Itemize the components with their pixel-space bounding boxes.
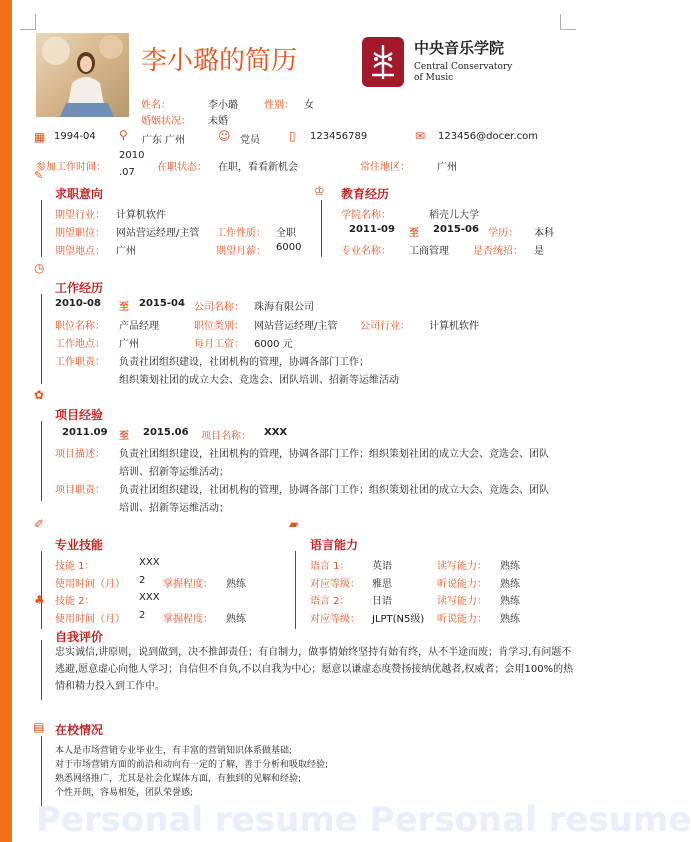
gender-label: 性别： [264,100,294,111]
edu-end: 2015-06 [433,224,479,235]
speech-bubble-icon: ▰ [289,517,299,531]
rw2-label: 读写能力： [437,596,487,607]
project-to: 至 [119,431,129,442]
intent-place-label: 期望地点： [55,246,105,257]
lang2-value: 日语 [372,596,392,607]
work-salary-value: 6000 元 [254,339,293,350]
project-duty-line-1: 负责社团组织建设，社团机构的管理，协调各部门工作；组织策划社团的成立大会、竞选会、团队 [119,485,549,496]
grade2-value: JLPT(N5级) [372,614,425,625]
work-start-value-2: .07 [119,167,135,178]
rw2-value: 熟练 [500,596,520,607]
project-end: 2015.06 [143,427,189,438]
edu-start: 2011-09 [349,224,395,235]
campus-line-3: 熟悉网络推广，尤其是社会化媒体方面，有独到的见解和经验; [55,774,302,784]
intent-divider [41,200,42,257]
grade1-value: 雅思 [372,579,392,590]
page-title: 李小璐的简历 [141,46,298,76]
company-industry-label: 公司行业： [360,321,410,332]
crop-mark-top-left [20,14,36,30]
ls1-value: 熟练 [500,579,520,590]
status-value: 在职，看看新机会 [218,162,298,173]
campus-line-1: 本人是市场营销专业毕业生，有丰富的营销知识体系做基础; [55,746,293,756]
rw1-label: 读写能力： [437,561,487,572]
logo-text-en-2: of Music [414,73,454,83]
level2-value: 熟练 [226,614,246,625]
school-label: 学院名称： [341,210,391,221]
skills-title: 专业技能 [55,538,104,552]
time2-value: 2 [139,610,146,621]
user-icon: ☺ [218,129,231,143]
level1-label: 掌握程度： [163,579,213,590]
school-value: 稻壳儿大学 [429,210,479,221]
skill2-label: 技能 2： [55,596,95,607]
intent-salary-label: 期望月薪： [216,246,266,257]
intent-salary-value: 6000 [276,242,302,253]
work-divider [41,294,42,384]
residence-value: 广州 [437,162,457,173]
intent-industry-label: 期望行业： [55,210,105,221]
level1-value: 熟练 [226,579,246,590]
phone-icon: ▯ [289,129,296,143]
project-divider [41,421,42,501]
location-value: 广东 广州 [142,135,186,146]
self-eval-divider [41,640,42,700]
intent-nature-label: 工作性质： [216,228,266,239]
lang1-label: 语言 1： [310,561,350,572]
education-divider [321,200,322,257]
intent-industry-value: 计算机软件 [116,210,166,221]
work-start: 2010-08 [55,298,101,309]
rw1-value: 熟练 [500,561,520,572]
work-end: 2015-04 [139,298,185,309]
grade2-label: 对应等级： [310,614,360,625]
company-industry-value: 计算机软件 [429,321,479,332]
pen-icon: ✐ [34,517,45,531]
work-duty-label: 工作职责： [55,357,105,368]
major-value: 工商管理 [409,246,449,257]
languages-divider [295,551,296,629]
logo-text-cn: 中央音乐学院 [414,39,505,57]
project-start: 2011.09 [62,427,108,438]
phone-value: 123456789 [310,131,368,142]
unified-label: 是否统招： [473,246,523,257]
project-name-value: XXX [264,427,288,438]
skill1-label: 技能 1： [55,561,95,572]
project-desc-line-2: 培训、招新等运维活动； [119,467,229,478]
gears-icon: ✿ [34,388,45,402]
major-label: 专业名称： [341,246,391,257]
intent-position-value: 网站营运经理/主管 [116,228,200,239]
location-pin-icon: ⚲ [119,128,128,142]
email-value[interactable]: 123456@docer.com [438,131,539,142]
work-start-value-1: 2010 [119,150,145,161]
time2-label: 使用时间（月） [55,614,125,625]
status-label: 在职状态： [157,162,207,173]
unified-value: 是 [534,246,544,257]
left-accent-bar [0,0,12,842]
name-value: 李小璐 [208,100,238,111]
time1-label: 使用时间（月） [55,579,125,590]
id-card-icon: ▤ [33,720,45,734]
work-salary-label: 每月工资： [194,339,244,350]
work-duty-line-1: 负责社团组织建设，社团机构的管理，协调各部门工作； [119,357,369,368]
clock-icon: ◷ [34,261,45,275]
work-start-label: 参加工作时间： [36,162,106,173]
ls2-value: 熟练 [500,614,520,625]
intent-title: 求职意向 [55,187,104,201]
pencil-icon: ✎ [34,169,44,182]
project-duty-label: 项目职责： [55,485,105,496]
crop-mark-top-right [560,14,576,30]
marital-value: 未婚 [208,116,228,127]
work-duty-line-2: 组织策划社团的成立大会、竞选会、团队培训、招新等运维活动 [119,375,399,386]
campus-line-2: 对于市场营销方面的前沿和动向有一定的了解，善于分析和吸取经验; [55,760,329,770]
education-title: 教育经历 [341,187,390,201]
campus-divider [41,736,42,806]
intent-place-value: 广州 [116,246,136,257]
self-eval-title: 自我评价 [55,630,104,644]
lang2-label: 语言 2： [310,596,350,607]
email-icon: ✉ [415,129,426,143]
self-eval-text: 忠实诚信,讲原则，说到做到，决不推卸责任；有自制力，做事情始终坚持有始有终，从不半途而废；肯学习,有问题不逃避,愿意虚心向他人学习；自信但不自负,不以自我为中心；愿意以谦虚态度赞扬接纳优越者,权威者；会用100%的热情和精力投入到工作中。 [55,647,574,692]
marital-label: 婚姻状况： [141,116,191,127]
level2-label: 掌握程度： [163,614,213,625]
project-name-label: 项目名称： [201,431,251,442]
campus-line-4: 个性开朗，容易相处，团队荣誉感; [55,788,194,798]
project-desc-label: 项目描述： [55,449,105,460]
job-title-label: 职位名称： [55,321,105,332]
work-place-value: 广州 [119,339,139,350]
company-label: 公司名称： [194,302,244,313]
lang1-value: 英语 [372,561,392,572]
work-title: 工作经历 [55,281,104,295]
politics-value: 党员 [240,135,260,146]
logo-text-en-1: Central Conservatory [414,62,513,72]
job-category-label: 职位类别： [194,321,244,332]
project-title: 项目经验 [55,408,104,422]
work-place-label: 工作地点： [55,339,105,350]
residence-label: 常住地区： [360,162,410,173]
degree-value: 本科 [534,228,554,239]
conservatory-logo [362,37,404,87]
thumbs-up-icon: ♣ [34,593,45,607]
birth-value: 1994-04 [54,131,96,142]
profile-photo [36,33,129,117]
name-label: 姓名： [141,100,171,111]
job-category-value: 网站营运经理/主管 [254,321,338,332]
intent-position-label: 期望职位： [55,228,105,239]
edu-to: 至 [409,228,419,239]
watermark-text: Personal resume Personal resume [36,800,691,840]
gender-value: 女 [304,100,314,111]
project-duty-line-2: 培训、招新等运维活动； [119,503,229,514]
calendar-icon: ▦ [34,130,46,144]
degree-label: 学历： [488,228,518,239]
grade1-label: 对应等级： [310,579,360,590]
time1-value: 2 [139,575,146,586]
skills-divider [41,551,42,629]
work-to: 至 [119,302,129,313]
intent-nature-value: 全职 [276,228,296,239]
job-title-value: 产品经理 [119,321,159,332]
company-value: 珠海有限公司 [254,302,314,313]
trophy-icon: ♔ [314,184,325,198]
project-desc-line-1: 负责社团组织建设，社团机构的管理，协调各部门工作；组织策划社团的成立大会、竞选会、团队 [119,449,549,460]
skill2-value: XXX [139,592,160,603]
ls1-label: 听说能力： [437,579,487,590]
skill1-value: XXX [139,557,160,568]
campus-title: 在校情况 [55,723,104,737]
ls2-label: 听说能力： [437,614,487,625]
languages-title: 语言能力 [310,538,359,552]
